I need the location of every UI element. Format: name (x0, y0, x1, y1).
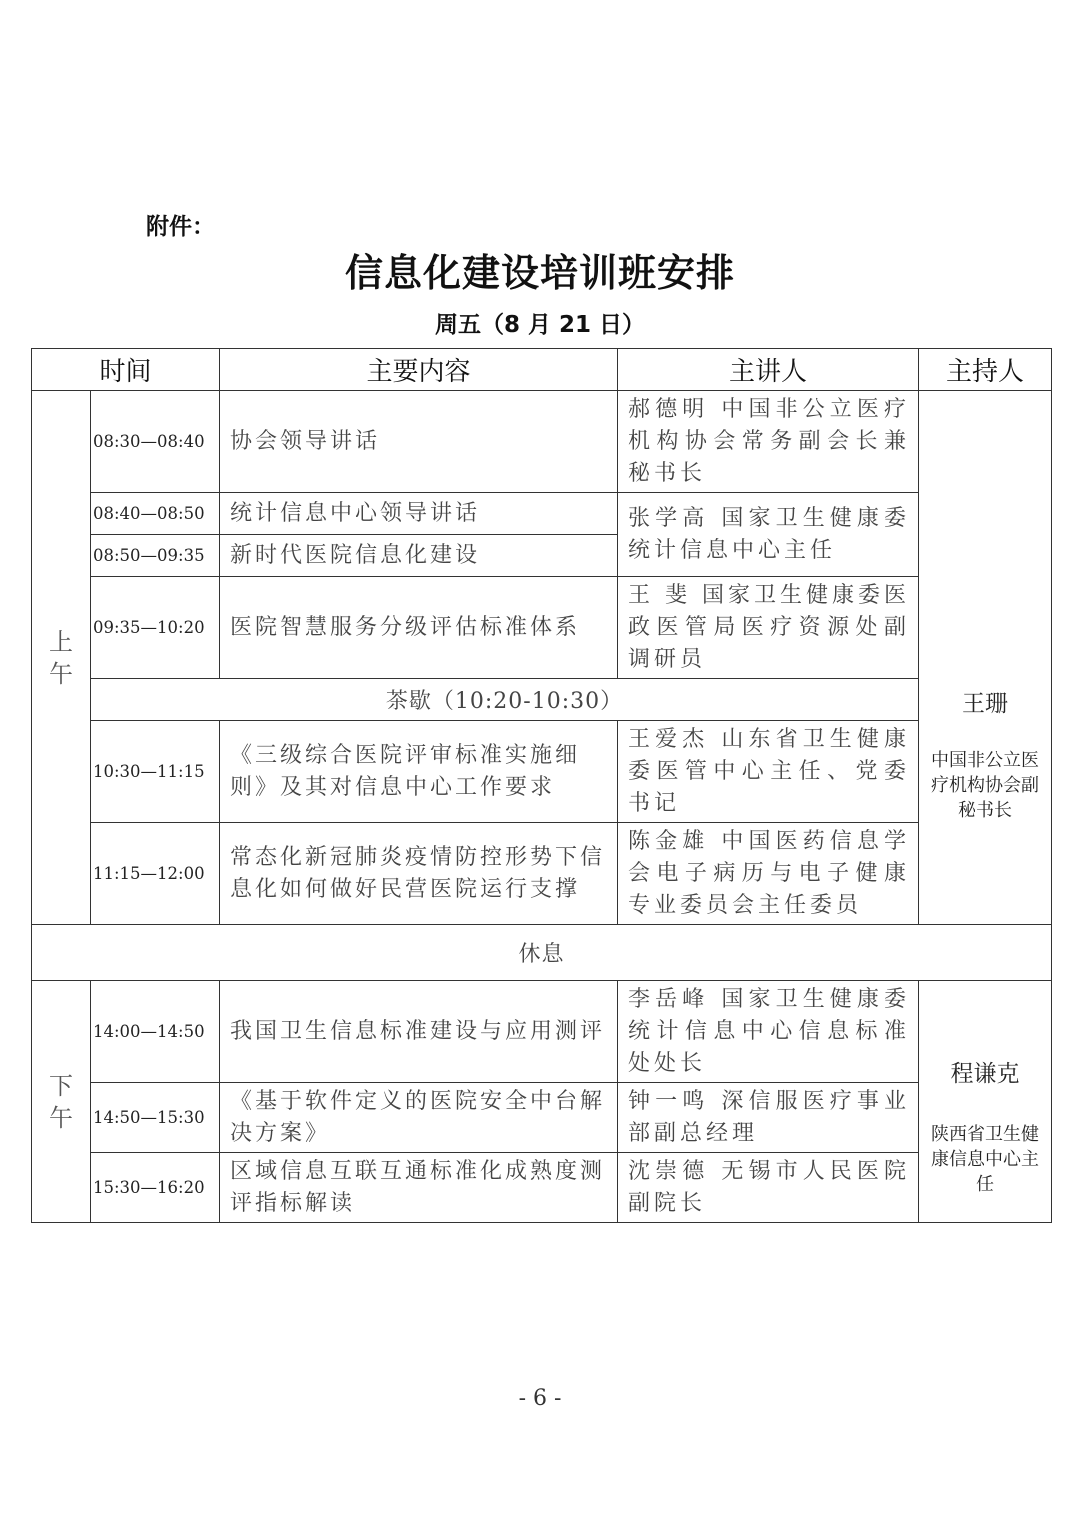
header-content: 主要内容 (220, 349, 618, 391)
content-cell: 医院智慧服务分级评估标准体系 (220, 577, 618, 679)
table-row (32, 493, 1052, 535)
afternoon-host-title: 陕西省卫生健康信息中心主任 (931, 1123, 1040, 1195)
morning-label-text: 上午 (49, 627, 73, 688)
content-cell: 《三级综合医院评审标准实施细则》及其对信息中心工作要求 (220, 721, 618, 823)
page-number: - 6 - (518, 1386, 562, 1411)
content-cell: 常态化新冠肺炎疫情防控形势下信息化如何做好民营医院运行支撑 (220, 823, 618, 925)
rest-label: 休息 (32, 925, 1052, 981)
content-cell: 新时代医院信息化建设 (220, 535, 618, 577)
page-title: 信息化建设培训班安排 (344, 251, 735, 295)
header-row (32, 349, 1052, 391)
morning-label (32, 391, 91, 925)
time-cell: 08:40—08:50 (91, 493, 220, 535)
header-speaker: 主讲人 (618, 349, 919, 391)
attachment-label: 附件： (146, 214, 215, 240)
time-cell: 08:30—08:40 (91, 391, 220, 493)
time-cell: 14:00—14:50 (91, 981, 220, 1083)
table-row (32, 1083, 1052, 1153)
morning-host-cell (919, 391, 1052, 925)
table-row (32, 981, 1052, 1083)
speaker-cell: 钟一鸣 深信服医疗事业部副总经理 (618, 1083, 919, 1153)
speaker-cell: 沈崇德 无锡市人民医院副院长 (618, 1153, 919, 1223)
tea-break: 茶歇（10:20-10:30） (91, 679, 919, 721)
header-time: 时间 (32, 349, 220, 391)
speaker-cell: 李岳峰 国家卫生健康委统计信息中心信息标准处处长 (618, 981, 919, 1083)
content-cell: 协会领导讲话 (220, 391, 618, 493)
time-cell: 09:35—10:20 (91, 577, 220, 679)
table-row (32, 391, 1052, 493)
table-row (32, 721, 1052, 823)
speaker-cell: 陈金雄 中国医药信息学会电子病历与电子健康专业委员会主任委员 (618, 823, 919, 925)
speaker-cell: 郝德明 中国非公立医疗机构协会常务副会长兼秘书长 (618, 391, 919, 493)
content-cell: 我国卫生信息标准建设与应用测评 (220, 981, 618, 1083)
table-row (32, 823, 1052, 925)
content-cell: 区域信息互联互通标准化成熟度测评指标解读 (220, 1153, 618, 1223)
afternoon-label (32, 981, 91, 1223)
time-cell: 08:50—09:35 (91, 535, 220, 577)
afternoon-host-cell (919, 981, 1052, 1223)
afternoon-host-name: 程谦克 (950, 1060, 1020, 1087)
time-cell: 10:30—11:15 (91, 721, 220, 823)
content-cell: 统计信息中心领导讲话 (220, 493, 618, 535)
speaker-cell: 张学高 国家卫生健康委统计信息中心主任 (618, 493, 919, 577)
afternoon-label-text: 下午 (49, 1071, 73, 1132)
morning-host-name: 王珊 (962, 690, 1009, 717)
header-host: 主持人 (919, 349, 1052, 391)
morning-host-title: 中国非公立医疗机构协会副秘书长 (931, 749, 1040, 821)
rest-row (32, 925, 1052, 981)
page-subtitle: 周五（8 月 21 日） (434, 312, 646, 338)
time-cell: 14:50—15:30 (91, 1083, 220, 1153)
schedule-table (31, 348, 1052, 1223)
table-row (32, 577, 1052, 679)
table-row (32, 1153, 1052, 1223)
speaker-cell: 王 斐 国家卫生健康委医政医管局医疗资源处副调研员 (618, 577, 919, 679)
tea-break-row (32, 679, 1052, 721)
time-cell: 15:30—16:20 (91, 1153, 220, 1223)
time-cell: 11:15—12:00 (91, 823, 220, 925)
content-cell: 《基于软件定义的医院安全中台解决方案》 (220, 1083, 618, 1153)
speaker-cell: 王爱杰 山东省卫生健康委医管中心主任、党委书记 (618, 721, 919, 823)
